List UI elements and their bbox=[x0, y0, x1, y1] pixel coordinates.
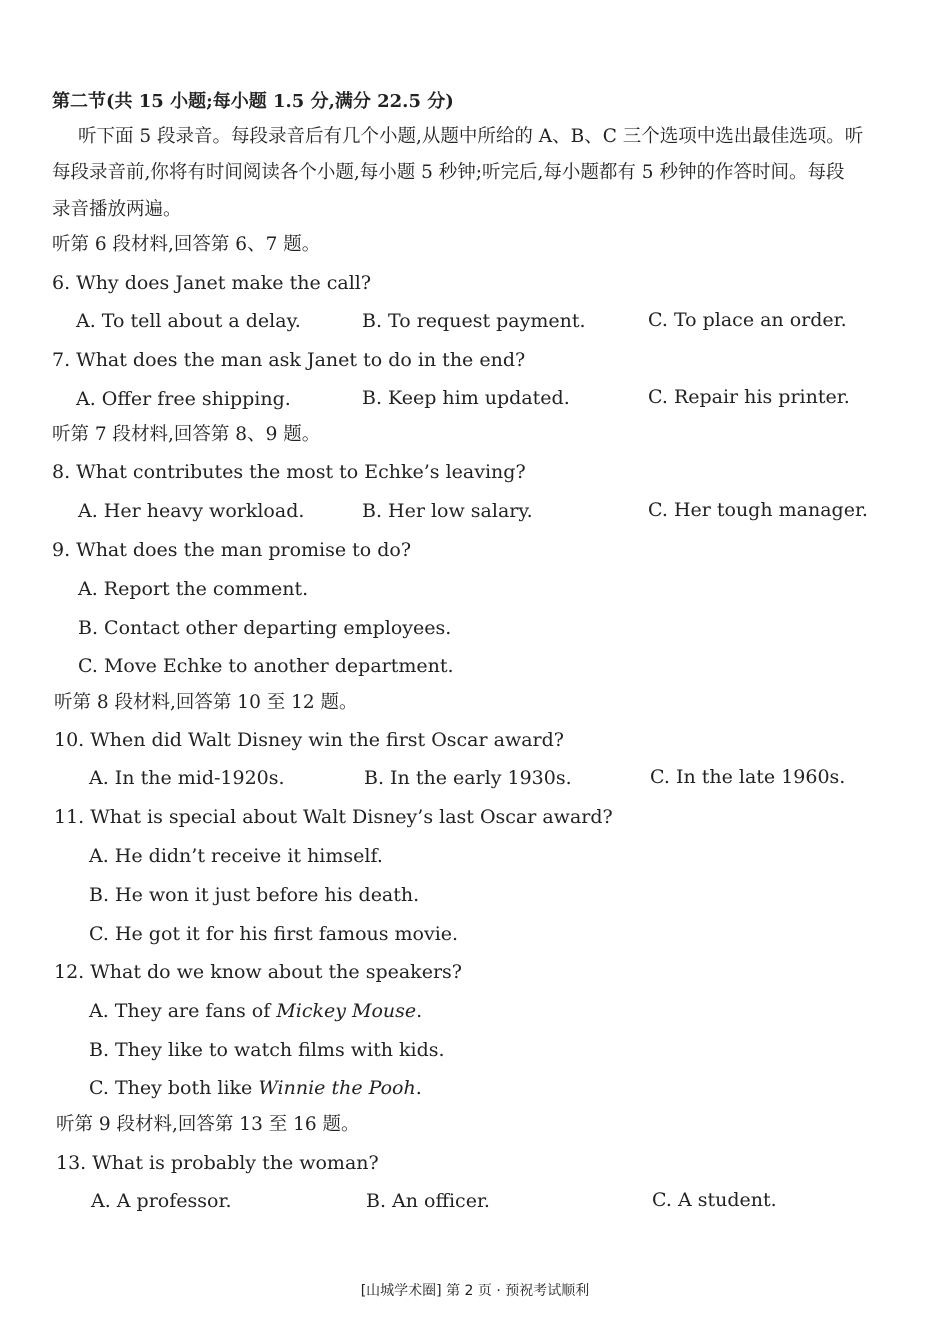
question-8-stem: 8. What contributes the most to Echke’s leaving? bbox=[52, 461, 526, 483]
question-11-stem: 11. What is special about Walt Disney’s last Oscar award? bbox=[54, 806, 613, 828]
question-9-option-b: B. Contact other departing employees. bbox=[78, 617, 452, 639]
question-12-option-c-suffix: . bbox=[415, 1077, 422, 1099]
intro-line-1: 听下面 5 段录音。每段录音后有几个小题,从题中所给的 A、B、C 三个选项中选出最佳选项。听 bbox=[78, 126, 864, 147]
question-6-option-a: A. To tell about a delay. bbox=[76, 310, 301, 332]
question-10-stem: 10. When did Walt Disney win the first Oscar award? bbox=[54, 729, 564, 751]
question-6-option-c: C. To place an order. bbox=[648, 309, 847, 331]
question-8-option-c: C. Her tough manager. bbox=[648, 499, 868, 521]
question-12-stem: 12. What do we know about the speakers? bbox=[54, 961, 462, 983]
question-8-option-b: B. Her low salary. bbox=[362, 500, 533, 522]
question-11-option-a: A. He didn’t receive it himself. bbox=[89, 845, 383, 867]
section-title: 第二节(共 15 小题;每小题 1.5 分,满分 22.5 分) bbox=[52, 91, 454, 112]
question-12-option-b: B. They like to watch films with kids. bbox=[89, 1039, 445, 1061]
question-9-stem: 9. What does the man promise to do? bbox=[52, 539, 412, 561]
question-13-option-c: C. A student. bbox=[652, 1189, 777, 1211]
question-7-option-c: C. Repair his printer. bbox=[648, 386, 850, 408]
question-10-option-c: C. In the late 1960s. bbox=[650, 766, 846, 788]
question-7-option-a: A. Offer free shipping. bbox=[76, 388, 291, 410]
intro-line-2: 每段录音前,你将有时间阅读各个小题,每小题 5 秒钟;听完后,每小题都有 5 秒钟的作答时间。每段 bbox=[52, 162, 845, 183]
question-9-option-a: A. Report the comment. bbox=[78, 578, 309, 600]
question-12-option-a-title: Mickey Mouse bbox=[276, 1000, 417, 1022]
question-11-option-b: B. He won it just before his death. bbox=[89, 884, 420, 906]
question-10-option-b: B. In the early 1930s. bbox=[364, 767, 572, 789]
group-heading-7: 听第 7 段材料,回答第 8、9 题。 bbox=[52, 424, 321, 445]
question-6-option-b: B. To request payment. bbox=[362, 310, 586, 332]
page-footer: [山城学术圈] 第 2 页 · 预祝考试顺利 bbox=[360, 1283, 590, 1299]
question-7-stem: 7. What does the man ask Janet to do in the end? bbox=[52, 349, 526, 371]
group-heading-9: 听第 9 段材料,回答第 13 至 16 题。 bbox=[56, 1114, 360, 1135]
question-12-option-c bbox=[89, 1076, 422, 1100]
question-13-option-a: A. A professor. bbox=[91, 1190, 232, 1212]
question-10-option-a: A. In the mid-1920s. bbox=[89, 767, 285, 789]
question-13-option-b: B. An officer. bbox=[366, 1190, 490, 1212]
question-9-option-c: C. Move Echke to another department. bbox=[78, 655, 454, 677]
question-7-option-b: B. Keep him updated. bbox=[362, 387, 570, 409]
group-heading-8: 听第 8 段材料,回答第 10 至 12 题。 bbox=[54, 692, 358, 713]
question-11-option-c: C. He got it for his first famous movie. bbox=[89, 923, 459, 945]
question-12-option-c-prefix: C. They both like bbox=[89, 1077, 259, 1099]
group-heading-6: 听第 6 段材料,回答第 6、7 题。 bbox=[52, 234, 321, 255]
question-12-option-a-suffix: . bbox=[416, 1000, 423, 1022]
question-13-stem: 13. What is probably the woman? bbox=[56, 1152, 379, 1174]
question-12-option-c-title: Winnie the Pooh bbox=[258, 1077, 416, 1099]
question-12-option-a-prefix: A. They are fans of bbox=[89, 1000, 277, 1022]
question-8-option-a: A. Her heavy workload. bbox=[78, 500, 305, 522]
question-12-option-a bbox=[89, 999, 422, 1023]
question-6-stem: 6. Why does Janet make the call? bbox=[52, 272, 372, 294]
intro-line-3: 录音播放两遍。 bbox=[52, 199, 182, 220]
